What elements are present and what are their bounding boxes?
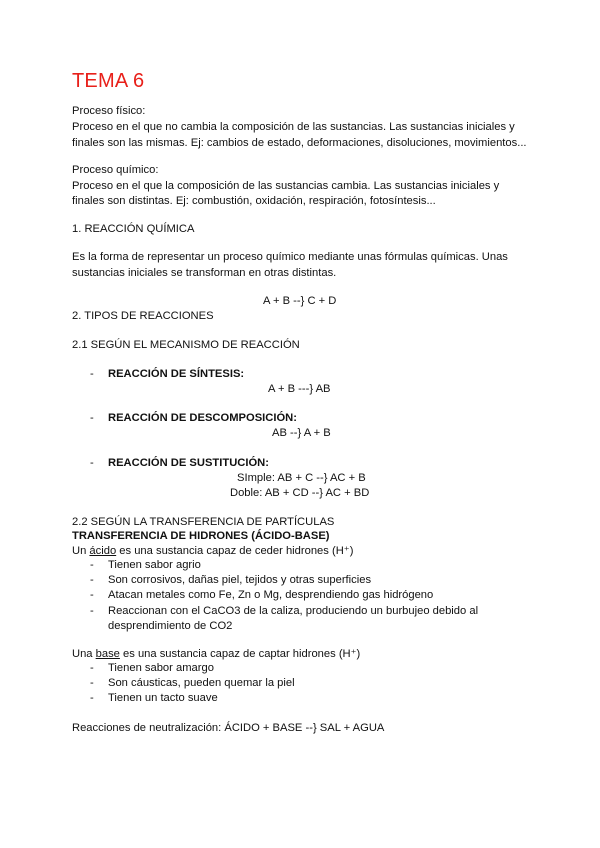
base-definition	[72, 646, 542, 662]
list-item: - Reaccionan con el CaCO3 de la caliza, produciendo un burbujeo debido al desprendimiento de CO2	[72, 604, 532, 634]
page-title: TEMA 6	[72, 70, 145, 92]
acido-definition	[72, 543, 542, 559]
acido-prefix: Un	[72, 545, 90, 557]
reaction-descomposicion-dash: -	[90, 412, 94, 424]
base-prefix: Una	[72, 648, 96, 660]
reaction-sustitucion-simple: SImple: AB + C --} AC + B	[237, 472, 366, 484]
section-1-line-1: Es la forma de representar un proceso químico mediante unas fórmulas químicas. Unas	[72, 251, 508, 263]
proceso-fisico-line-2: finales son las mismas. Ej: cambios de estado, deformaciones, disoluciones, movimientos...	[72, 137, 527, 149]
acido-suffix: es una sustancia capaz de ceder hidrones (H⁺)	[116, 545, 354, 557]
section-1-formula: A + B --} C + D	[263, 295, 337, 307]
list-item: - Tienen sabor amargo	[72, 661, 532, 676]
reaction-descomposicion-title: REACCIÓN DE DESCOMPOSICIÓN:	[108, 412, 297, 424]
section-1-heading: 1. REACCIÓN QUÍMICA	[72, 223, 195, 235]
section-1-line-2: sustancias iniciales se transforman en otras distintas.	[72, 267, 337, 279]
base-word: base	[95, 648, 120, 660]
reaction-sustitucion-title: REACCIÓN DE SUSTITUCIÓN:	[108, 457, 269, 469]
acido-word: ácido	[89, 545, 117, 557]
list-item: - Atacan metales como Fe, Zn o Mg, desprendiendo gas hidrógeno	[72, 588, 532, 603]
reaction-sintesis-dash: -	[90, 368, 94, 380]
proceso-quimico-line-2: finales son distintas. Ej: combustión, oxidación, respiración, fotosíntesis...	[72, 195, 436, 207]
list-item: - Tienen sabor agrio	[72, 558, 532, 573]
proceso-fisico-heading: Proceso físico:	[72, 105, 146, 117]
reaction-sustitucion-doble: Doble: AB + CD --} AC + BD	[230, 487, 370, 499]
reaction-sintesis-formula: A + B ---} AB	[268, 383, 331, 395]
proceso-quimico-line-1: Proceso en el que la composición de las sustancias cambia. Las sustancias iniciales y	[72, 180, 500, 192]
reaction-descomposicion-formula: AB --} A + B	[272, 427, 331, 439]
section-2-2-heading: 2.2 SEGÚN LA TRANSFERENCIA DE PARTÍCULAS	[72, 516, 335, 528]
section-2-heading: 2. TIPOS DE REACCIONES	[72, 310, 214, 322]
proceso-fisico-line-1: Proceso en el que no cambia la composición de las sustancias. Las sustancias iniciales y	[72, 121, 515, 133]
proceso-quimico-heading: Proceso químico:	[72, 164, 159, 176]
reaction-sustitucion-dash: -	[90, 457, 94, 469]
list-item: - Son corrosivos, dañas piel, tejidos y otras superficies	[72, 573, 532, 588]
list-item: - Tienen un tacto suave	[72, 691, 532, 706]
neutralizacion-line: Reacciones de neutralización: ÁCIDO + BASE --} SAL + AGUA	[72, 722, 385, 734]
list-item: - Son cáusticas, pueden quemar la piel	[72, 676, 532, 691]
base-suffix: es una sustancia capaz de captar hidrones (H⁺)	[119, 648, 361, 660]
reaction-sintesis-title: REACCIÓN DE SÍNTESIS:	[108, 368, 245, 380]
base-list	[72, 661, 532, 707]
section-2-1-heading: 2.1 SEGÚN EL MECANISMO DE REACCIÓN	[72, 339, 300, 351]
acido-list	[72, 558, 532, 634]
transfer-heading: TRANSFERENCIA DE HIDRONES (ÁCIDO-BASE)	[72, 530, 330, 542]
